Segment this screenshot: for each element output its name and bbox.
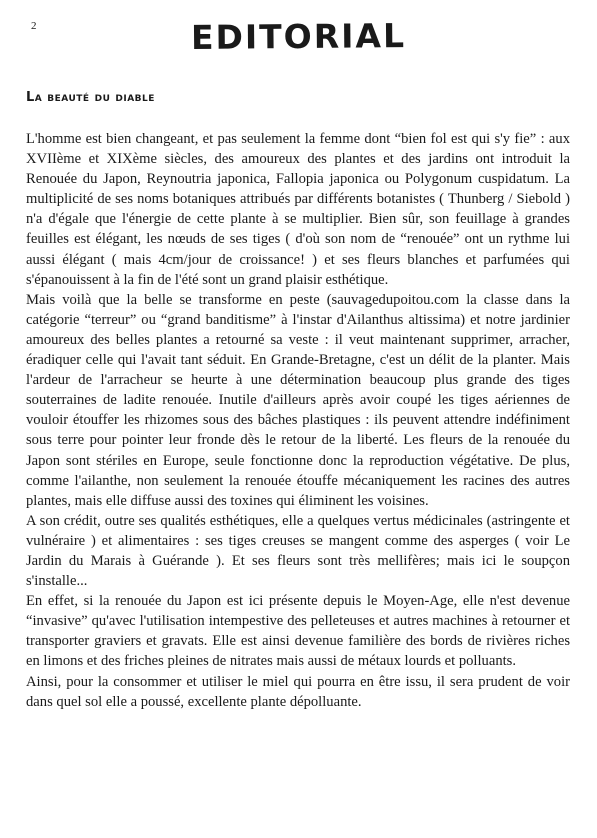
article-paragraph: En effet, si la renouée du Japon est ici présente depuis le Moyen-Age, elle n'est devenue “invasive” qu'avec l'utilisation intempestive des pelleteuses et autres machines à retourner et transporter graviers et gravats. Elle est ainsi devenue familière des bords de rivières riches en limons et des friches pleines de nitrates mais aussi de métaux lourds et polluants. xyxy=(26,593,570,670)
article-paragraph: L'homme est bien changeant, et pas seulement la femme dont “bien fol est qui s'y fie” : aux XVIIème et XIXème siècles, des amoureux des plantes et des jardins ont introduit la Renouée du Japon, Reynoutria japonica, Fallopia japonica ou Polygonum cuspidatum. La multiplicité de ses noms botaniques attribués par différents botanistes ( Thunberg / Siebold ) n'a d'égale que l'énergie de cette plante à se multiplier. Bien sûr, son feuillage à grandes feuilles est élégant, les nœuds de ses tiges ( d'où son nom de “renouée” ont un rythme lui aussi élégant ( mais 4cm/jour de croissance! ) et ses fleurs blanches et parfumées qui s'épanouissent à la fin de l'été sont un grand plaisir esthétique. xyxy=(26,131,570,288)
article-paragraph: Mais voilà que la belle se transforme en peste (sauvagedupoitou.com la classe dans la catégorie “terreur” ou “grand banditisme” à l'instar d'Ailanthus altissima) et notre jardinier amoureux des belles plantes a retourné sa veste : il veut maintenant supprimer, arracher, éradiquer celle qui l'avait tant séduit. En Grande-Bretagne, c'est un délit de la planter. Mais l'ardeur de l'arracheur se heurte à une détermination beaucoup plus grande des tiges souterraines de ladite renouée. Inutile d'ailleurs après avoir coupé les tiges aériennes de vouloir étouffer les rhizomes sous des bâches plastiques : ils peuvent attendre indéfiniment sous terre pour pointer leur fronde dès le retour de la liberté. Les fleurs de la renouée du Japon sont stériles en Europe, seule fonctionne donc la reproduction végétative. De plus, comme l'ailanthe, non seulement la renouée étouffe mécaniquement les racines des autres plantes, mais elle diffuse aussi des toxines qui éliminent les voisines. xyxy=(26,291,570,509)
article-heading: La beauté du diable xyxy=(26,90,155,105)
article-paragraph: Ainsi, pour la consommer et utiliser le miel qui pourra en être issu, il sera prudent de voir dans quel sol elle a poussé, excellente plante dépolluante. xyxy=(26,673,570,710)
article-body xyxy=(26,129,570,712)
page-title: EDITORIAL xyxy=(190,16,407,57)
article-paragraph: A son crédit, outre ses qualités esthétiques, elle a quelques vertus médicinales (astringente et vulnéraire ) et alimentaires : ses tiges creuses se mangent comme des asperges ( voir Le Jardin du Marais à Guérande ). Et ses fleurs sont très mellifères; mais ici le soupçon s'installe... xyxy=(26,512,570,590)
page-number: 2 xyxy=(31,20,37,32)
